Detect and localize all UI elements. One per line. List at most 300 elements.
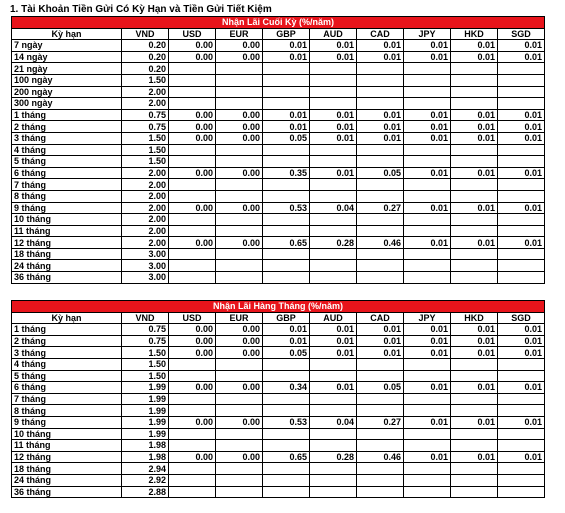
- table-row: [12, 121, 545, 133]
- rate-cell: [404, 190, 451, 202]
- rate-cell: [498, 63, 545, 75]
- rate-cell: 0.75: [122, 324, 169, 336]
- rate-cell: 0.01: [263, 109, 310, 121]
- rate-cell: [169, 98, 216, 110]
- term-cell: 10 tháng: [12, 428, 122, 440]
- rate-cell: 0.01: [498, 40, 545, 52]
- rate-cell: 0.01: [404, 167, 451, 179]
- rate-cell: [357, 63, 404, 75]
- rate-cell: 1.50: [122, 370, 169, 382]
- rate-cell: [169, 260, 216, 272]
- rate-cell: 0.00: [169, 121, 216, 133]
- rate-cell: [169, 214, 216, 226]
- rate-cell: 2.00: [122, 214, 169, 226]
- rate-cell: 0.00: [216, 202, 263, 214]
- rate-cell: [169, 370, 216, 382]
- rate-cell: [310, 272, 357, 284]
- rate-cell: 0.27: [357, 416, 404, 428]
- rate-cell: [357, 98, 404, 110]
- rate-cell: [451, 98, 498, 110]
- rate-cell: [451, 358, 498, 370]
- rate-cell: 0.00: [216, 167, 263, 179]
- column-header-term: Kỳ hạn: [12, 312, 122, 324]
- rate-cell: 0.01: [357, 40, 404, 52]
- rate-cell: [263, 358, 310, 370]
- rate-cell: [451, 214, 498, 226]
- rate-cell: [498, 190, 545, 202]
- column-header-gbp: GBP: [263, 28, 310, 40]
- rate-cell: [169, 190, 216, 202]
- column-header-usd: USD: [169, 312, 216, 324]
- rate-cell: 1.50: [122, 347, 169, 359]
- table-row: [12, 237, 545, 249]
- rate-cell: [404, 370, 451, 382]
- rate-cell: 0.01: [404, 416, 451, 428]
- rate-cell: [263, 156, 310, 168]
- rate-cell: 0.01: [498, 237, 545, 249]
- rate-cell: [404, 98, 451, 110]
- rate-cell: [357, 405, 404, 417]
- rate-cell: 0.01: [404, 121, 451, 133]
- rate-cell: 0.04: [310, 416, 357, 428]
- term-cell: 18 tháng: [12, 248, 122, 260]
- rate-cell: [498, 370, 545, 382]
- rate-cell: 0.01: [404, 347, 451, 359]
- table-row: [12, 132, 545, 144]
- table-row: [12, 40, 545, 52]
- rate-cell: 2.00: [122, 237, 169, 249]
- rate-cell: 0.00: [216, 382, 263, 394]
- term-cell: 11 tháng: [12, 440, 122, 452]
- rate-cell: 2.00: [122, 86, 169, 98]
- term-cell: 7 tháng: [12, 179, 122, 191]
- rate-cell: 1.50: [122, 156, 169, 168]
- rate-cell: 0.00: [169, 451, 216, 463]
- rate-cell: [263, 474, 310, 486]
- rate-cell: [404, 144, 451, 156]
- rate-cell: [498, 463, 545, 475]
- rate-cell: [169, 225, 216, 237]
- rate-cell: 0.01: [451, 167, 498, 179]
- rate-cell: [310, 260, 357, 272]
- rate-cell: 1.99: [122, 382, 169, 394]
- rate-cell: [310, 405, 357, 417]
- term-cell: 7 ngày: [12, 40, 122, 52]
- rate-cell: [310, 428, 357, 440]
- rate-cell: [451, 486, 498, 498]
- rate-cell: 3.00: [122, 260, 169, 272]
- rate-cell: [263, 86, 310, 98]
- rate-cell: [357, 272, 404, 284]
- table-row: [12, 358, 545, 370]
- rate-cell: 0.01: [263, 324, 310, 336]
- rate-cell: 0.01: [498, 416, 545, 428]
- rate-cell: [216, 248, 263, 260]
- rate-cell: 0.46: [357, 237, 404, 249]
- column-header-jpy: JPY: [404, 312, 451, 324]
- rate-cell: [498, 74, 545, 86]
- rate-cell: [357, 74, 404, 86]
- term-cell: 5 tháng: [12, 156, 122, 168]
- rate-cell: 0.01: [310, 121, 357, 133]
- rate-cell: [357, 214, 404, 226]
- term-cell: 5 tháng: [12, 370, 122, 382]
- rate-cell: [451, 63, 498, 75]
- rate-cell: [404, 474, 451, 486]
- rate-cell: 0.00: [216, 451, 263, 463]
- rate-cell: [404, 179, 451, 191]
- rate-cell: [169, 428, 216, 440]
- table-row: [12, 202, 545, 214]
- rate-cell: [263, 486, 310, 498]
- table-row: [12, 109, 545, 121]
- rate-cell: 0.05: [263, 132, 310, 144]
- rate-cell: [169, 463, 216, 475]
- term-cell: 24 tháng: [12, 474, 122, 486]
- table-row: [12, 179, 545, 191]
- column-header-cad: CAD: [357, 28, 404, 40]
- rate-cell: 0.01: [263, 40, 310, 52]
- table-header-row: [12, 28, 545, 40]
- rate-cell: 0.01: [404, 132, 451, 144]
- rate-cell: 0.00: [216, 335, 263, 347]
- term-cell: 14 ngày: [12, 51, 122, 63]
- term-cell: 200 ngày: [12, 86, 122, 98]
- rate-cell: 0.20: [122, 51, 169, 63]
- rate-cell: [263, 179, 310, 191]
- rate-cell: 2.00: [122, 202, 169, 214]
- rate-cell: [310, 358, 357, 370]
- rate-cell: [357, 474, 404, 486]
- rate-cell: [216, 405, 263, 417]
- rate-cell: [310, 179, 357, 191]
- rate-cell: [451, 272, 498, 284]
- rate-cell: [404, 393, 451, 405]
- rate-cell: [310, 214, 357, 226]
- rate-cell: 0.01: [357, 109, 404, 121]
- rate-cell: [263, 393, 310, 405]
- rate-cell: [263, 260, 310, 272]
- rate-cell: [498, 86, 545, 98]
- rate-cell: 0.01: [451, 109, 498, 121]
- rate-cell: 0.01: [498, 347, 545, 359]
- table-row: [12, 416, 545, 428]
- rate-cell: [169, 144, 216, 156]
- rate-cell: 0.04: [310, 202, 357, 214]
- column-header-hkd: HKD: [451, 312, 498, 324]
- rate-cell: [263, 370, 310, 382]
- rate-cell: 0.00: [169, 237, 216, 249]
- rate-cell: 0.00: [169, 40, 216, 52]
- rate-cell: [451, 440, 498, 452]
- rate-cell: [169, 358, 216, 370]
- rate-cell: [310, 74, 357, 86]
- rate-cell: [357, 260, 404, 272]
- rate-cell: [498, 428, 545, 440]
- rate-cell: [216, 63, 263, 75]
- rate-cell: [216, 358, 263, 370]
- column-header-sgd: SGD: [498, 312, 545, 324]
- term-cell: 6 tháng: [12, 167, 122, 179]
- rate-cell: [404, 214, 451, 226]
- rate-cell: [498, 393, 545, 405]
- rate-cell: 0.01: [263, 121, 310, 133]
- rate-cell: 0.01: [310, 132, 357, 144]
- table-row: [12, 260, 545, 272]
- rate-cell: [169, 86, 216, 98]
- rate-cell: [263, 225, 310, 237]
- rate-cell: [310, 370, 357, 382]
- rate-cell: [451, 179, 498, 191]
- table-row: [12, 428, 545, 440]
- rate-cell: 1.50: [122, 144, 169, 156]
- table-row: [12, 451, 545, 463]
- rate-cell: 0.01: [498, 51, 545, 63]
- rate-cell: 0.01: [357, 132, 404, 144]
- rate-cell: 0.01: [498, 335, 545, 347]
- rate-cell: 0.00: [169, 335, 216, 347]
- rate-cell: 2.94: [122, 463, 169, 475]
- rate-cell: [498, 405, 545, 417]
- rate-cell: [216, 272, 263, 284]
- rate-cell: [263, 190, 310, 202]
- rate-cell: [310, 440, 357, 452]
- rate-cell: 0.01: [498, 132, 545, 144]
- rate-cell: 0.00: [216, 324, 263, 336]
- term-cell: 100 ngày: [12, 74, 122, 86]
- rate-cell: 2.00: [122, 190, 169, 202]
- term-cell: 7 tháng: [12, 393, 122, 405]
- rate-cell: 1.98: [122, 440, 169, 452]
- term-cell: 12 tháng: [12, 451, 122, 463]
- column-header-aud: AUD: [310, 312, 357, 324]
- rate-cell: 0.01: [310, 51, 357, 63]
- rate-cell: [169, 74, 216, 86]
- term-cell: 18 tháng: [12, 463, 122, 475]
- term-cell: 4 tháng: [12, 144, 122, 156]
- rate-cell: 0.01: [404, 382, 451, 394]
- table-row: [12, 248, 545, 260]
- rate-cell: [498, 225, 545, 237]
- rate-cell: [451, 74, 498, 86]
- table-banner: Nhận Lãi Cuối Kỳ (%/năm): [12, 17, 545, 29]
- rate-cell: 0.01: [404, 109, 451, 121]
- rate-cell: [169, 179, 216, 191]
- term-cell: 12 tháng: [12, 237, 122, 249]
- column-header-gbp: GBP: [263, 312, 310, 324]
- table-body: [12, 40, 545, 283]
- rate-cell: 0.01: [451, 382, 498, 394]
- rate-cell: 2.00: [122, 225, 169, 237]
- term-cell: 3 tháng: [12, 132, 122, 144]
- rate-cell: [357, 370, 404, 382]
- rate-cell: [357, 393, 404, 405]
- rate-cell: [263, 405, 310, 417]
- rate-cell: 0.01: [357, 51, 404, 63]
- rate-cell: [451, 428, 498, 440]
- rate-cell: 0.01: [404, 51, 451, 63]
- rate-cell: 0.75: [122, 109, 169, 121]
- rate-cell: 0.01: [263, 335, 310, 347]
- rate-cell: [216, 86, 263, 98]
- rate-cell: 0.01: [451, 335, 498, 347]
- column-header-aud: AUD: [310, 28, 357, 40]
- rate-cell: [310, 156, 357, 168]
- rate-cell: [357, 156, 404, 168]
- rate-cell: [216, 428, 263, 440]
- rate-cell: 0.00: [169, 167, 216, 179]
- rate-cell: 0.01: [357, 347, 404, 359]
- rate-cell: [404, 86, 451, 98]
- table-row: [12, 382, 545, 394]
- rate-cell: 1.99: [122, 405, 169, 417]
- rate-cell: 0.01: [404, 324, 451, 336]
- rate-cell: 0.01: [310, 167, 357, 179]
- rate-cell: [216, 486, 263, 498]
- rate-cell: 0.01: [498, 451, 545, 463]
- rate-cell: [357, 440, 404, 452]
- rate-cell: [451, 393, 498, 405]
- table-row: [12, 272, 545, 284]
- rate-cell: [498, 358, 545, 370]
- rate-cell: 0.00: [216, 416, 263, 428]
- table-row: [12, 156, 545, 168]
- term-cell: 36 tháng: [12, 486, 122, 498]
- rate-cell: [216, 440, 263, 452]
- rate-cell: 0.01: [498, 202, 545, 214]
- table-row: [12, 463, 545, 475]
- table-row: [12, 167, 545, 179]
- table-row: [12, 370, 545, 382]
- table-row: [12, 86, 545, 98]
- rate-cell: 0.53: [263, 416, 310, 428]
- rate-cell: 3.00: [122, 272, 169, 284]
- rate-cell: [263, 74, 310, 86]
- rate-cell: [216, 393, 263, 405]
- rate-cell: [451, 474, 498, 486]
- rate-cell: [310, 190, 357, 202]
- table-row: [12, 324, 545, 336]
- rate-cell: [216, 225, 263, 237]
- rate-cell: 0.00: [216, 51, 263, 63]
- column-header-term: Kỳ hạn: [12, 28, 122, 40]
- rate-cell: [404, 63, 451, 75]
- rate-cell: 0.00: [216, 132, 263, 144]
- rate-cell: [310, 98, 357, 110]
- table-row: [12, 190, 545, 202]
- rate-cell: [498, 486, 545, 498]
- rate-cell: 0.34: [263, 382, 310, 394]
- rate-cell: [310, 248, 357, 260]
- rate-cell: 0.00: [169, 324, 216, 336]
- rate-cell: [404, 358, 451, 370]
- rate-cell: [357, 179, 404, 191]
- rate-cell: [357, 486, 404, 498]
- rate-cell: 0.01: [404, 237, 451, 249]
- rate-cell: [451, 156, 498, 168]
- rate-cell: [451, 260, 498, 272]
- rate-cell: [498, 144, 545, 156]
- table-row: [12, 335, 545, 347]
- rate-cell: [498, 98, 545, 110]
- rate-cell: [404, 74, 451, 86]
- rate-cell: 0.00: [169, 132, 216, 144]
- table-row: [12, 98, 545, 110]
- rate-cell: 0.00: [169, 109, 216, 121]
- rate-cell: [216, 463, 263, 475]
- rate-cell: [357, 358, 404, 370]
- rate-cell: 0.28: [310, 451, 357, 463]
- rate-cell: 0.01: [357, 335, 404, 347]
- rate-cell: [357, 190, 404, 202]
- rate-cell: [169, 63, 216, 75]
- rate-cell: 0.28: [310, 237, 357, 249]
- rate-cell: 0.46: [357, 451, 404, 463]
- rate-cell: 1.50: [122, 358, 169, 370]
- rate-cell: 0.01: [498, 121, 545, 133]
- rate-cell: 2.00: [122, 179, 169, 191]
- rate-cell: [216, 98, 263, 110]
- rates-table-monthly: [11, 300, 545, 498]
- rate-cell: 0.53: [263, 202, 310, 214]
- rate-cell: [263, 63, 310, 75]
- rate-cell: [310, 225, 357, 237]
- term-cell: 8 tháng: [12, 405, 122, 417]
- rate-cell: [310, 393, 357, 405]
- table-row: [12, 225, 545, 237]
- rate-cell: [310, 474, 357, 486]
- term-cell: 1 tháng: [12, 324, 122, 336]
- rate-cell: [357, 428, 404, 440]
- rate-cell: 0.01: [263, 51, 310, 63]
- rate-cell: 0.01: [404, 451, 451, 463]
- rate-cell: 0.01: [310, 382, 357, 394]
- rate-cell: [216, 74, 263, 86]
- rate-cell: 0.01: [451, 237, 498, 249]
- rate-cell: [451, 370, 498, 382]
- rate-cell: 0.75: [122, 335, 169, 347]
- rate-cell: [404, 486, 451, 498]
- term-cell: 1 tháng: [12, 109, 122, 121]
- column-header-hkd: HKD: [451, 28, 498, 40]
- term-cell: 6 tháng: [12, 382, 122, 394]
- rate-cell: [263, 428, 310, 440]
- term-cell: 9 tháng: [12, 416, 122, 428]
- term-cell: 8 tháng: [12, 190, 122, 202]
- rate-cell: 1.99: [122, 416, 169, 428]
- rate-cell: [451, 86, 498, 98]
- term-cell: 11 tháng: [12, 225, 122, 237]
- rate-cell: 0.00: [169, 51, 216, 63]
- rate-cell: [357, 225, 404, 237]
- rate-cell: 1.50: [122, 132, 169, 144]
- rate-cell: 0.01: [498, 324, 545, 336]
- rate-cell: 0.01: [310, 40, 357, 52]
- rate-cell: [404, 463, 451, 475]
- rate-cell: [216, 260, 263, 272]
- table-row: [12, 74, 545, 86]
- column-header-vnd: VND: [122, 28, 169, 40]
- rate-cell: 0.01: [404, 40, 451, 52]
- rate-cell: [310, 144, 357, 156]
- rate-cell: 0.05: [357, 382, 404, 394]
- rate-cell: 0.27: [357, 202, 404, 214]
- rate-cell: 0.01: [310, 335, 357, 347]
- rate-cell: [357, 144, 404, 156]
- rate-cell: [451, 225, 498, 237]
- rate-cell: [263, 98, 310, 110]
- rate-cell: 0.01: [451, 121, 498, 133]
